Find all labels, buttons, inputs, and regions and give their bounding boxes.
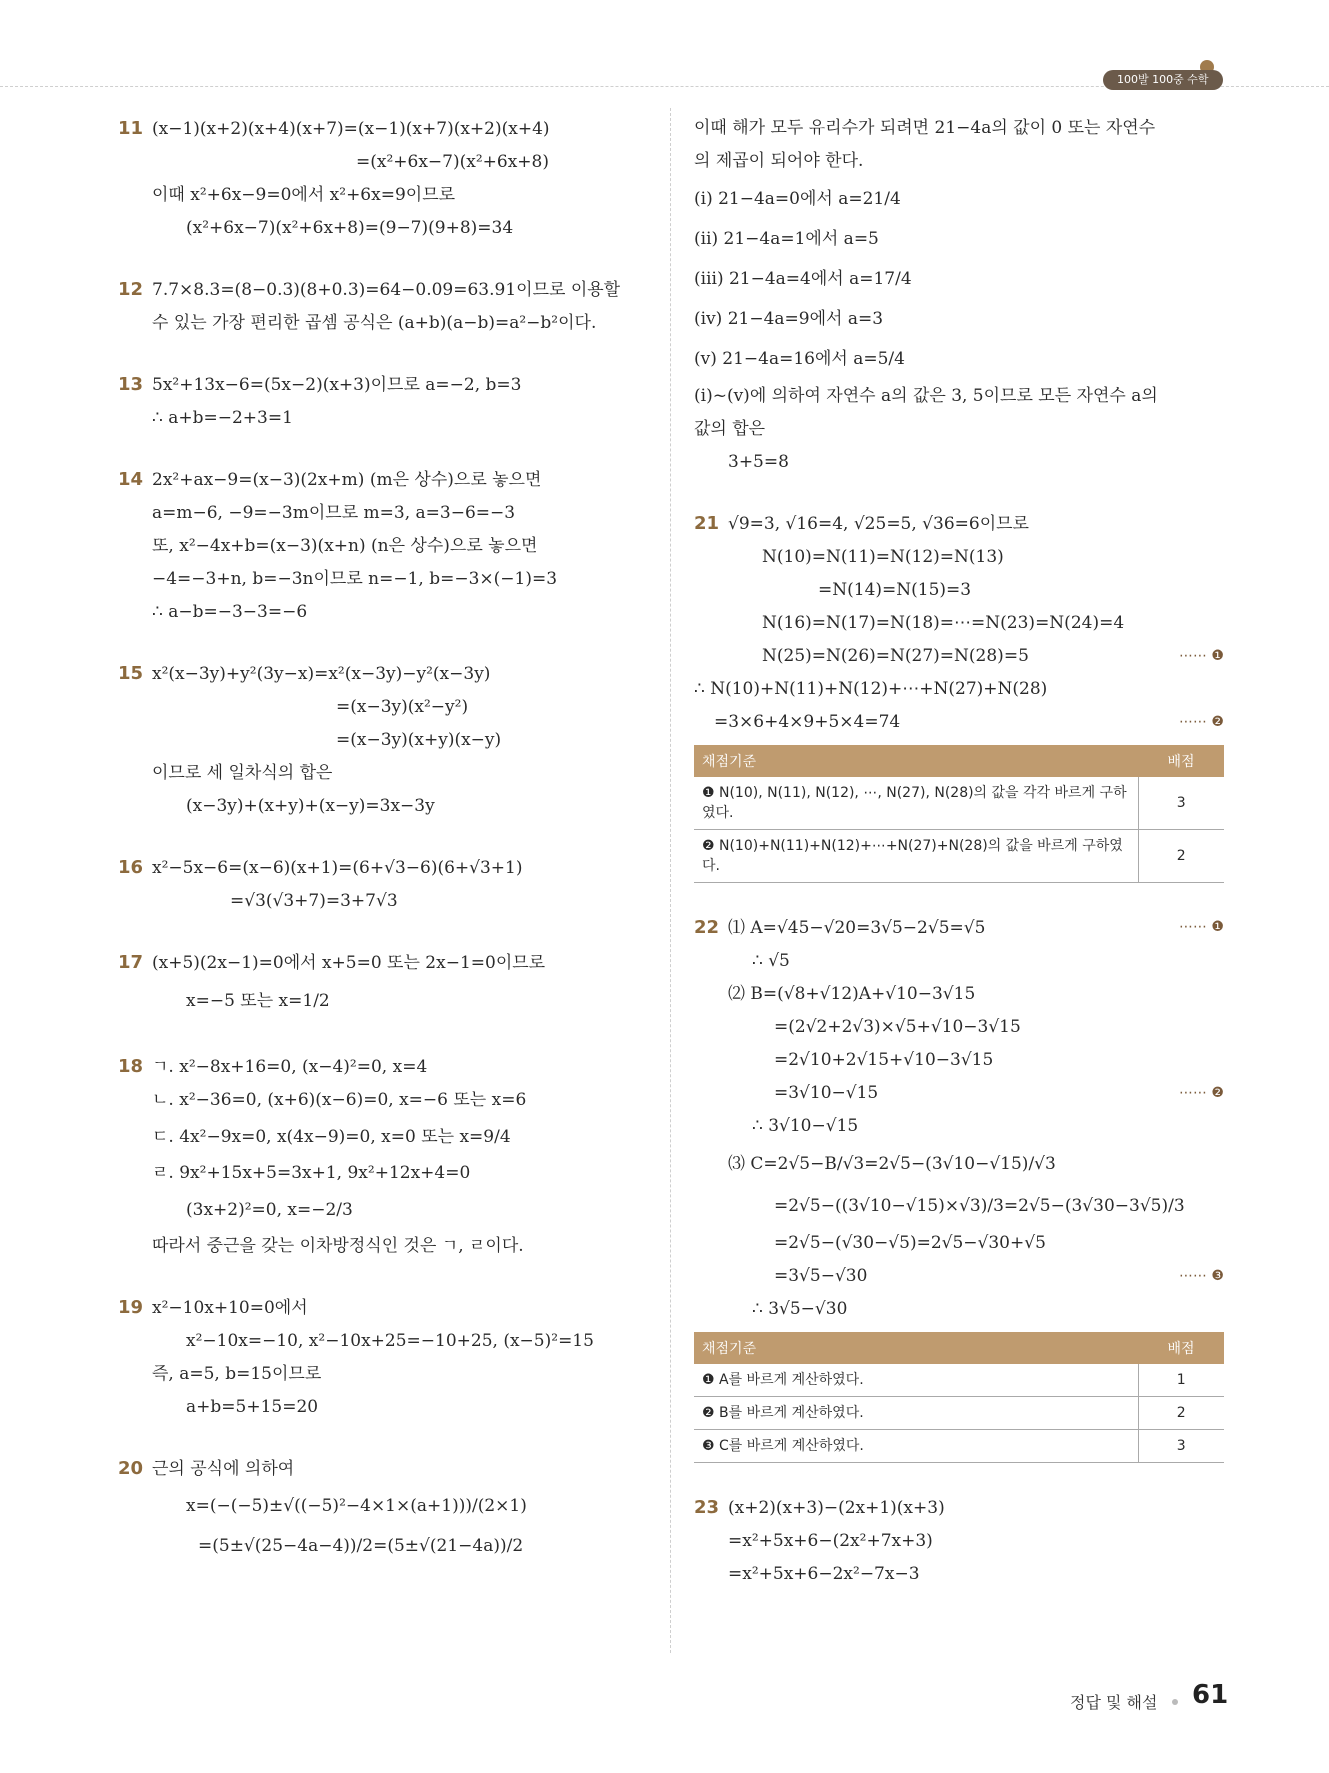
- problem-23: [694, 1491, 1224, 1591]
- solution-line: √9=3, √16=4, √25=5, √36=6이므로: [728, 514, 1029, 534]
- solution-line: a+b=5+15=20: [186, 1397, 319, 1417]
- solution-line: 2x²+ax−9=(x−3)(2x+m) (m은 상수)으로 놓으면: [152, 470, 542, 490]
- solution-line: =√3(√3+7)=3+7√3: [230, 891, 398, 911]
- problem-number: 15: [118, 663, 144, 684]
- solution-line: (ⅳ) 21−4a=9에서 a=3: [694, 309, 884, 329]
- problem-number: 19: [118, 1297, 144, 1318]
- book-title-badge: 100발 100중 수학: [1103, 70, 1223, 90]
- criterion-text: ❶ A를 바르게 계산하였다.: [694, 1364, 1138, 1397]
- criterion-points: 3: [1138, 1430, 1224, 1463]
- step-marker: ⋯⋯ ❶: [1178, 919, 1224, 935]
- step-marker: ⋯⋯ ❶: [1178, 648, 1224, 664]
- solution-line: 의 제곱이 되어야 한다.: [694, 151, 864, 171]
- solution-line: ㄴ. x²−36=0, (x+6)(x−6)=0, x=−6 또는 x=6: [152, 1090, 527, 1110]
- scoring-table: [694, 1332, 1224, 1463]
- solution-line: (ⅰ) 21−4a=0에서 a=21/4: [694, 189, 901, 209]
- solution-line: =3×6+4×9+5×4=74: [714, 712, 901, 732]
- solution-line: 7.7×8.3=(8−0.3)(8+0.3)=64−0.09=63.91이므로 이용할: [152, 280, 621, 300]
- criterion-text: ❷ B를 바르게 계산하였다.: [694, 1397, 1138, 1430]
- solution-line: x=(−(−5)±√((−5)²−4×1×(a+1)))/(2×1): [186, 1496, 527, 1516]
- solution-line: a=m−6, −9=−3m이므로 m=3, a=3−6=−3: [152, 503, 516, 523]
- solution-line: ∴ √5: [752, 951, 790, 971]
- column-separator: [670, 108, 671, 1653]
- solution-line: =2√5−((3√10−√15)×√3)/3=2√5−(3√30−3√5)/3: [774, 1196, 1185, 1216]
- problem-20: [118, 1452, 653, 1566]
- solution-line: x=−5 또는 x=1/2: [186, 991, 330, 1011]
- solution-line: =N(14)=N(15)=3: [818, 580, 972, 600]
- solution-line: ∴ a−b=−3−3=−6: [152, 602, 308, 622]
- solution-line: 3+5=8: [728, 452, 789, 472]
- problem-16: [118, 851, 653, 918]
- solution-line: =(x−3y)(x+y)(x−y): [336, 730, 502, 750]
- criterion-points: 2: [1138, 1397, 1224, 1430]
- solution-line: 이므로 세 일차식의 합은: [152, 763, 333, 783]
- solution-line: =3√5−√30: [774, 1266, 868, 1286]
- solution-line: =x²+5x+6−(2x²+7x+3): [728, 1531, 933, 1551]
- problem-19: [118, 1291, 653, 1424]
- footer-label: 정답 및 해설: [1070, 1693, 1158, 1712]
- step-marker: ⋯⋯ ❷: [1178, 1085, 1224, 1101]
- problem-number: 16: [118, 857, 144, 878]
- problem-13: [118, 368, 653, 435]
- table-header-points: 배점: [1138, 1332, 1224, 1364]
- solution-line: x²−10x+10=0에서: [152, 1298, 308, 1318]
- solution-line: =(5±√(25−4a−4))/2=(5±√(21−4a))/2: [198, 1536, 524, 1556]
- right-column: [694, 112, 1224, 1619]
- problem-number: 23: [694, 1497, 720, 1518]
- problem-number: 18: [118, 1056, 144, 1077]
- solution-line: (3x+2)²=0, x=−2/3: [186, 1200, 353, 1220]
- solution-line: =2√5−(√30−√5)=2√5−√30+√5: [774, 1233, 1046, 1253]
- solution-line: ∴ 3√10−√15: [752, 1116, 859, 1136]
- left-column: [118, 112, 653, 1594]
- solution-line: N(25)=N(26)=N(27)=N(28)=5: [762, 646, 1029, 666]
- solution-line: x²−10x=−10, x²−10x+25=−10+25, (x−5)²=15: [186, 1331, 594, 1351]
- solution-line: 즉, a=5, b=15이므로: [152, 1364, 322, 1384]
- problem-number: 14: [118, 469, 144, 490]
- solution-line: N(10)=N(11)=N(12)=N(13): [762, 547, 1004, 567]
- criterion-points: 2: [1138, 830, 1224, 883]
- problem-number: 11: [118, 118, 144, 139]
- criterion-points: 3: [1138, 777, 1224, 830]
- solution-line: =(2√2+2√3)×√5+√10−3√15: [774, 1017, 1021, 1037]
- problem-17: [118, 946, 653, 1022]
- solution-line: =3√10−√15: [774, 1083, 879, 1103]
- solution-line: 수 있는 가장 편리한 곱셈 공식은 (a+b)(a−b)=a²−b²이다.: [152, 313, 597, 333]
- solution-line: (ⅰ)~(ⅴ)에 의하여 자연수 a의 값은 3, 5이므로 모든 자연수 a의: [694, 386, 1158, 406]
- footer-dot: [1172, 1699, 1178, 1705]
- scoring-table: [694, 745, 1224, 883]
- solution-line: 따라서 중근을 갖는 이차방정식인 것은 ㄱ, ㄹ이다.: [152, 1236, 524, 1256]
- criterion-text: ❸ C를 바르게 계산하였다.: [694, 1430, 1138, 1463]
- problem-number: 12: [118, 279, 144, 300]
- problem-number: 22: [694, 917, 720, 938]
- solution-line: (x+2)(x+3)−(2x+1)(x+3): [728, 1498, 945, 1518]
- solution-line: (x+5)(2x−1)=0에서 x+5=0 또는 2x−1=0이므로: [152, 953, 546, 973]
- problem-number: 13: [118, 374, 144, 395]
- table-row: [694, 1430, 1224, 1463]
- solution-line: 5x²+13x−6=(5x−2)(x+3)이므로 a=−2, b=3: [152, 375, 522, 395]
- solution-line: =x²+5x+6−2x²−7x−3: [728, 1564, 920, 1584]
- solution-line: (x−3y)+(x+y)+(x−y)=3x−3y: [186, 796, 435, 816]
- solution-line: ⑴ A=√45−√20=3√5−2√5=√5: [728, 918, 986, 938]
- solution-line: 이때 x²+6x−9=0에서 x²+6x=9이므로: [152, 185, 456, 205]
- problem-14: [118, 463, 653, 629]
- solution-line: ∴ 3√5−√30: [752, 1299, 848, 1319]
- table-row: [694, 1397, 1224, 1430]
- solution-line: 또, x²−4x+b=(x−3)(x+n) (n은 상수)으로 놓으면: [152, 536, 538, 556]
- solution-line: N(16)=N(17)=N(18)=⋯=N(23)=N(24)=4: [762, 613, 1125, 633]
- solution-line: x²−5x−6=(x−6)(x+1)=(6+√3−6)(6+√3+1): [152, 858, 523, 878]
- solution-line: ∴ N(10)+N(11)+N(12)+⋯+N(27)+N(28): [694, 679, 1048, 699]
- problem-number: 20: [118, 1458, 144, 1479]
- solution-line: =(x−3y)(x²−y²): [336, 697, 469, 717]
- solution-line: ∴ a+b=−2+3=1: [152, 408, 293, 428]
- problem-15: [118, 657, 653, 823]
- problem-22: [694, 911, 1224, 1463]
- solution-line: ㄹ. 9x²+15x+5=3x+1, 9x²+12x+4=0: [152, 1163, 471, 1183]
- criterion-text: ❶ N(10), N(11), N(12), ⋯, N(27), N(28)의 값을 각각 바르게 구하였다.: [694, 777, 1138, 830]
- criterion-points: 1: [1138, 1364, 1224, 1397]
- solution-line: 근의 공식에 의하여: [152, 1459, 295, 1479]
- problem-12: [118, 273, 653, 340]
- solution-line: ⑶ C=2√5−B/√3=2√5−(3√10−√15)/√3: [728, 1154, 1056, 1174]
- table-row: [694, 830, 1224, 883]
- table-row: [694, 1364, 1224, 1397]
- criterion-text: ❷ N(10)+N(11)+N(12)+⋯+N(27)+N(28)의 값을 바르게 구하였다.: [694, 830, 1138, 883]
- problem-number: 17: [118, 952, 144, 973]
- solution-line: 이때 해가 모두 유리수가 되려면 21−4a의 값이 0 또는 자연수: [694, 118, 1156, 138]
- problem-21: [694, 507, 1224, 883]
- solution-line: (x−1)(x+2)(x+4)(x+7)=(x−1)(x+7)(x+2)(x+4): [152, 119, 550, 139]
- table-header-points: 배점: [1138, 745, 1224, 777]
- solution-line: =2√10+2√15+√10−3√15: [774, 1050, 994, 1070]
- problem-11: [118, 112, 653, 245]
- solution-line: ㄱ. x²−8x+16=0, (x−4)²=0, x=4: [152, 1057, 428, 1077]
- problem-18: [118, 1050, 653, 1263]
- solution-line: ㄷ. 4x²−9x=0, x(4x−9)=0, x=0 또는 x=9/4: [152, 1127, 511, 1147]
- page-number: 61: [1192, 1680, 1229, 1710]
- solution-line: =(x²+6x−7)(x²+6x+8): [356, 152, 549, 172]
- step-marker: ⋯⋯ ❷: [1178, 714, 1224, 730]
- solution-line: 값의 합은: [694, 419, 766, 439]
- table-header: 채점기준: [694, 745, 1138, 777]
- solution-line: (ⅲ) 21−4a=4에서 a=17/4: [694, 269, 912, 289]
- solution-line: ⑵ B=(√8+√12)A+√10−3√15: [728, 984, 976, 1004]
- solution-line: (ⅴ) 21−4a=16에서 a=5/4: [694, 349, 905, 369]
- solution-line: −4=−3+n, b=−3n이므로 n=−1, b=−3×(−1)=3: [152, 569, 558, 589]
- problem-20-continued: [694, 112, 1224, 479]
- solution-line: x²(x−3y)+y²(3y−x)=x²(x−3y)−y²(x−3y): [152, 664, 491, 684]
- table-row: [694, 777, 1224, 830]
- solution-line: (ⅱ) 21−4a=1에서 a=5: [694, 229, 879, 249]
- solution-line: (x²+6x−7)(x²+6x+8)=(9−7)(9+8)=34: [186, 218, 514, 238]
- step-marker: ⋯⋯ ❸: [1178, 1268, 1224, 1284]
- table-header: 채점기준: [694, 1332, 1138, 1364]
- problem-number: 21: [694, 513, 720, 534]
